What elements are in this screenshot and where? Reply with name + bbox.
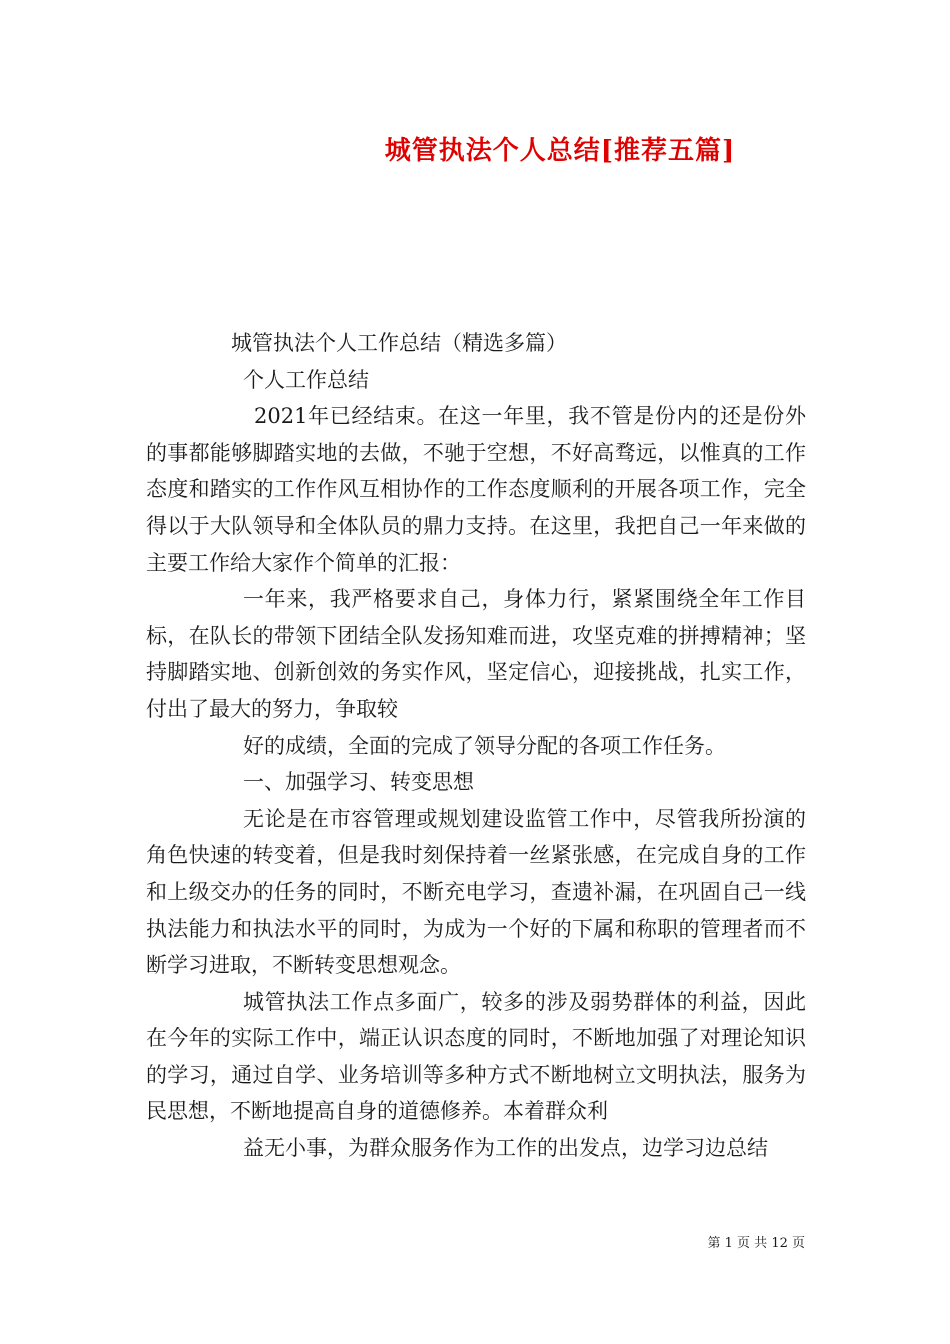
paragraph: 好的成绩，全面的完成了领导分配的各项工作任务。 (243, 733, 726, 758)
document-subtitle: 城管执法个人工作总结（精选多篇） (231, 331, 567, 355)
paragraph: 益无小事，为群众服务作为工作的出发点，边学习边总结 (243, 1136, 768, 1161)
section-heading: 个人工作总结 (243, 367, 369, 392)
page-number: 第 1 页 共 12 页 (707, 1236, 805, 1251)
paragraph: 一年来，我严格要求自己，身体力行，紧紧围绕全年工作目标，在队长的带领下团结全队发扬知难而进，攻坚克难的拼搏精神；坚持脚踏实地、创新创效的务实作风，坚定信心，迎接挑战，扎实工作，付出了最大的努力，争取较 (146, 587, 806, 721)
paragraph: 城管执法工作点多面广，较多的涉及弱势群体的利益，因此在今年的实际工作中，端正认识态度的同时，不断地加强了对理论知识的学习，通过自学、业务培训等多种方式不断地树立文明执法，服务为民思想，不断地提高自身的道德修养。本着群众利 (146, 989, 806, 1124)
paragraph: 无论是在市容管理或规划建设监管工作中，尽管我所扮演的角色快速的转变着，但是我时刻保持着一丝紧张感，在完成自身的工作和上级交办的任务的同时，不断充电学习，查遗补漏，在巩固自己一线执法能力和执法水平的同时，为成为一个好的下属和称职的管理者而不断学习进取，不断转变思想观念。 (146, 806, 806, 978)
document-body (146, 325, 806, 1167)
section-heading: 一、加强学习、转变思想 (243, 770, 474, 795)
document-title: 城管执法个人总结[推荐五篇] (384, 136, 736, 166)
paragraph: 2021年已经结束。在这一年里，我不管是份内的还是份外的事都能够脚踏实地的去做，不驰于空想，不好高骛远，以惟真的工作态度和踏实的工作作风互相协作的工作态度顺利的开展各项工作，完全得以于大队领导和全体队员的鼎力支持。在这里，我把自己一年来做的主要工作给大家作个简单的汇报： (146, 404, 806, 575)
